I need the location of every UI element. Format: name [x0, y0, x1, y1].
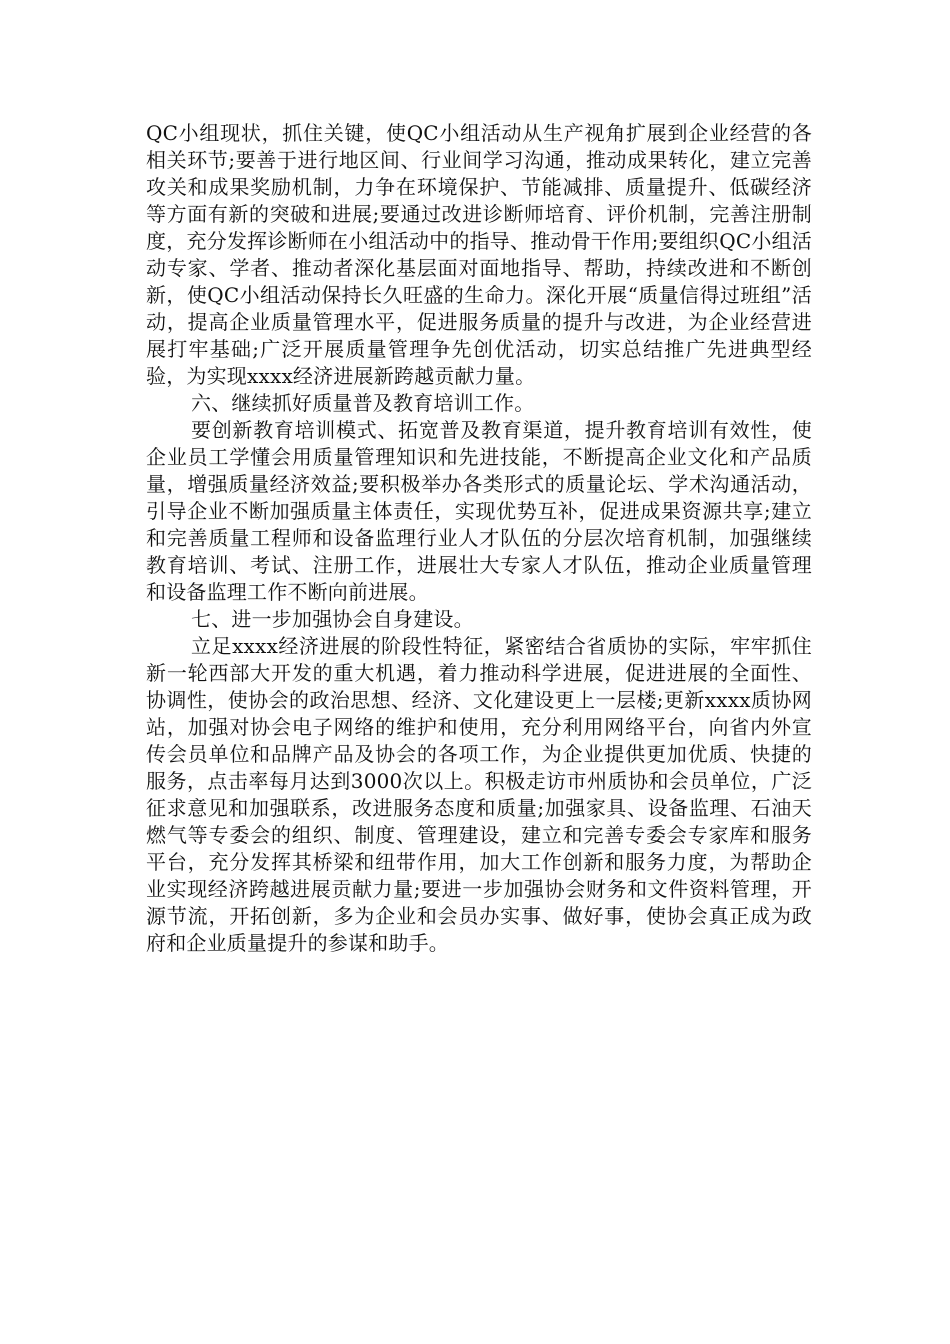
section-heading-7: 七、进一步加强协会自身建设。 — [191, 607, 474, 631]
paragraph-qc-groups: QC小组现状，抓住关键，使QC小组活动从生产视角扩展到企业经营的各相关环节;要善于进行地区间、行业间学习沟通，推动成果转化，建立完善攻关和成果奖励机制，力争在环境保护、节能减排、质量提升、低碳经济等方面有新的突破和进展;要通过改进诊断师培育、评价机制，完善注册制度，充分发挥诊断师在小组活动中的指导、推动骨干作用;要组织QC小组活动专家、学者、推动者深化基层面对面地指导、帮助，持续改进和不断创新，使QC小组活动保持长久旺盛的生命力。深化开展“质量信得过班组”活动，提高企业质量管理水平，促进服务质量的提升与改进，为企业经营进展打牢基础;广泛开展质量管理争先创优活动，切实总结推广先进典型经验，为实现xxxx经济进展新跨越贡献力量。 — [146, 121, 812, 388]
document-page — [146, 120, 812, 957]
section-heading-6: 六、继续抓好质量普及教育培训工作。 — [191, 391, 535, 415]
paragraph-association-building: 立足xxxx经济进展的阶段性特征，紧密结合省质协的实际，牢牢抓住新一轮西部大开发的重大机遇，着力推动科学进展，促进进展的全面性、协调性，使协会的政治思想、经济、文化建设更上一层楼;更新xxxx质协网站，加强对协会电子网络的维护和使用，充分利用网络平台，向省内外宣传会员单位和品牌产品及协会的各项工作，为企业提供更加优质、快捷的服务，点击率每月达到3000次以上。积极走访市州质协和会员单位，广泛征求意见和加强联系，改进服务态度和质量;加强家具、设备监理、石油天燃气等专委会的组织、制度、管理建设，建立和完善专委会专家库和服务平台，充分发挥其桥梁和纽带作用，加大工作创新和服务力度，为帮助企业实现经济跨越进展贡献力量;要进一步加强协会财务和文件资料管理，开源节流，开拓创新，多为企业和会员办实事、做好事，使协会真正成为政府和企业质量提升的参谋和助手。 — [146, 634, 812, 955]
paragraph-training: 要创新教育培训模式、拓宽普及教育渠道，提升教育培训有效性，使企业员工学懂会用质量管理知识和先进技能，不断提高企业文化和产品质量，增强质量经济效益;要积极举办各类形式的质量论坛、学术沟通活动，引导企业不断加强质量主体责任，实现优势互补，促进成果资源共享;建立和完善质量工程师和设备监理行业人才队伍的分层次培育机制，加强继续教育培训、考试、注册工作，进展壮大专家人才队伍，推动企业质量管理和设备监理工作不断向前进展。 — [146, 418, 812, 604]
